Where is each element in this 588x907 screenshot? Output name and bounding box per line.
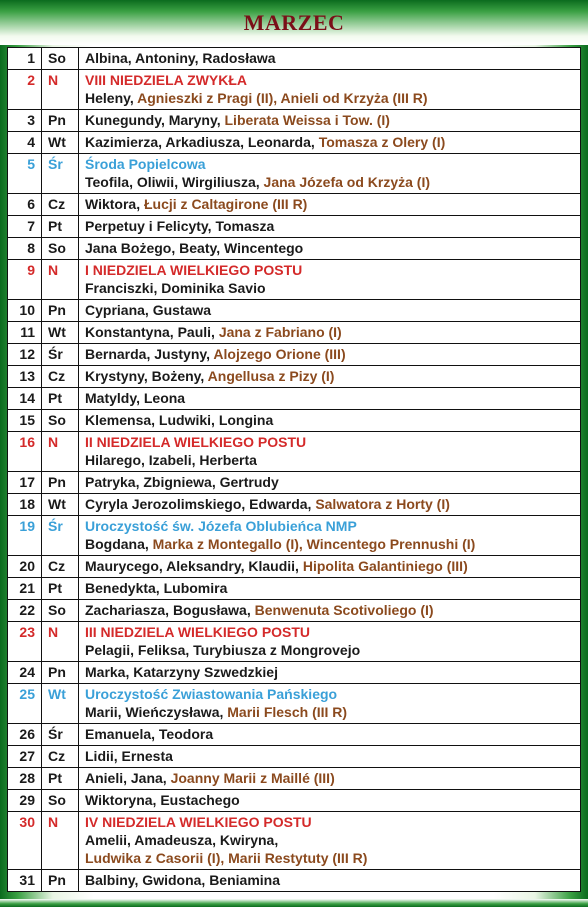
- patron-names: Konstantyna, Pauli,: [85, 324, 219, 340]
- name-days: [79, 768, 581, 790]
- name-days: [79, 472, 581, 494]
- name-days: [79, 300, 581, 322]
- weekday: So: [42, 600, 79, 622]
- weekday: Śr: [42, 724, 79, 746]
- day-row: [8, 870, 581, 892]
- weekday: Wt: [42, 494, 79, 516]
- day-number: 4: [8, 132, 42, 154]
- weekday: N: [42, 622, 79, 662]
- name-days: [79, 110, 581, 132]
- weekday: Śr: [42, 154, 79, 194]
- patron-names: Teofila, Oliwii, Wirgiliusza,: [85, 174, 264, 190]
- day-number: 16: [8, 432, 42, 472]
- patron-names: Hilarego, Izabeli, Herberta: [85, 452, 257, 468]
- weekday: Wt: [42, 322, 79, 344]
- entry-line: [85, 813, 580, 831]
- day-row: [8, 410, 581, 432]
- entry-line: [85, 495, 580, 513]
- day-row: [8, 70, 581, 110]
- name-days: [79, 516, 581, 556]
- saint-name: Angellusa z Pizy (I): [207, 368, 335, 384]
- weekday: Pt: [42, 768, 79, 790]
- day-row: [8, 600, 581, 622]
- day-number: 23: [8, 622, 42, 662]
- name-days: [79, 366, 581, 388]
- entry-line: [85, 217, 580, 235]
- day-number: 24: [8, 662, 42, 684]
- weekday: Pt: [42, 388, 79, 410]
- day-number: 18: [8, 494, 42, 516]
- weekday: N: [42, 70, 79, 110]
- name-days: [79, 662, 581, 684]
- name-days: [79, 238, 581, 260]
- day-number: 22: [8, 600, 42, 622]
- day-number: 13: [8, 366, 42, 388]
- entry-line: [85, 725, 580, 743]
- entry-line: [85, 557, 580, 575]
- saint-name: Marii Flesch (III R): [227, 704, 348, 720]
- day-row: [8, 516, 581, 556]
- day-number: 11: [8, 322, 42, 344]
- name-days: [79, 724, 581, 746]
- patron-names: Bernarda, Justyny,: [85, 346, 214, 362]
- bottom-frame: [0, 899, 588, 907]
- patron-names: Kunegundy, Maryny,: [85, 112, 225, 128]
- saint-name: Salwatora z Horty (I): [315, 496, 450, 512]
- day-row: [8, 724, 581, 746]
- day-row: [8, 622, 581, 662]
- entry-line: [85, 433, 580, 451]
- entry-line: [85, 89, 580, 107]
- entry-line: [85, 345, 580, 363]
- name-days: [79, 684, 581, 724]
- patron-names: Heleny,: [85, 90, 138, 106]
- day-number: 12: [8, 344, 42, 366]
- name-days: [79, 746, 581, 768]
- day-row: [8, 578, 581, 600]
- weekday: Wt: [42, 132, 79, 154]
- day-row: [8, 300, 581, 322]
- patron-names: Albina, Antoniny, Radosława: [85, 50, 276, 66]
- weekday: Pt: [42, 216, 79, 238]
- entry-line: [85, 871, 580, 889]
- entry-line: [85, 279, 580, 297]
- day-row: [8, 238, 581, 260]
- feast-title: III NIEDZIELA WIELKIEGO POSTU: [85, 624, 311, 640]
- day-row: [8, 132, 581, 154]
- feast-title: IV NIEDZIELA WIELKIEGO POSTU: [85, 814, 312, 830]
- day-row: [8, 494, 581, 516]
- entry-line: [85, 473, 580, 491]
- day-row: [8, 366, 581, 388]
- saint-name: Jana Józefa od Krzyża (I): [263, 174, 431, 190]
- name-days: [79, 194, 581, 216]
- entry-line: [85, 769, 580, 787]
- weekday: N: [42, 260, 79, 300]
- day-number: 25: [8, 684, 42, 724]
- saint-name: Hipolita Galantiniego (III): [302, 558, 468, 574]
- name-days: [79, 48, 581, 70]
- day-number: 6: [8, 194, 42, 216]
- name-days: [79, 556, 581, 578]
- weekday: Cz: [42, 366, 79, 388]
- day-number: 30: [8, 812, 42, 870]
- patron-names: Cypriana, Gustawa: [85, 302, 212, 318]
- patron-names: Kazimierza, Arkadiusza, Leonarda,: [85, 134, 319, 150]
- patron-names: Emanuela, Teodora: [85, 726, 214, 742]
- weekday: So: [42, 790, 79, 812]
- entry-line: [85, 747, 580, 765]
- patron-names: Patryka, Zbigniewa, Gertrudy: [85, 474, 279, 490]
- weekday: So: [42, 410, 79, 432]
- day-row: [8, 322, 581, 344]
- name-days: [79, 132, 581, 154]
- weekday: Pn: [42, 662, 79, 684]
- name-days: [79, 870, 581, 892]
- saint-name: Tomasza z Olery (I): [318, 134, 446, 150]
- patron-names: Amelii, Amadeusza, Kwiryna,: [85, 832, 279, 848]
- patron-names: Marka, Katarzyny Szwedzkiej: [85, 664, 278, 680]
- name-days: [79, 154, 581, 194]
- day-row: [8, 48, 581, 70]
- day-number: 5: [8, 154, 42, 194]
- day-row: [8, 684, 581, 724]
- feast-title: Uroczystość Zwiastowania Pańskiego: [85, 686, 338, 702]
- weekday: Cz: [42, 194, 79, 216]
- saint-name: Liberata Weissa i Tow. (I): [224, 112, 390, 128]
- calendar-table: [7, 47, 581, 892]
- name-days: [79, 432, 581, 472]
- entry-line: [85, 663, 580, 681]
- weekday: So: [42, 238, 79, 260]
- patron-names: Anieli, Jana,: [85, 770, 171, 786]
- day-row: [8, 768, 581, 790]
- patron-names: Bogdana,: [85, 536, 153, 552]
- name-days: [79, 578, 581, 600]
- day-number: 1: [8, 48, 42, 70]
- saint-name: Łucji z Caltagirone (III R): [144, 196, 308, 212]
- weekday: Pn: [42, 472, 79, 494]
- name-days: [79, 70, 581, 110]
- entry-line: [85, 535, 580, 553]
- saint-name: Joanny Marii z Maillé (III): [170, 770, 335, 786]
- day-row: [8, 260, 581, 300]
- entry-line: [85, 623, 580, 641]
- day-row: [8, 472, 581, 494]
- patron-names: Franciszki, Dominika Savio: [85, 280, 266, 296]
- saint-name: Marka z Montegallo (I), Wincentego Prennushi (I): [152, 536, 476, 552]
- weekday: Śr: [42, 344, 79, 366]
- day-number: 28: [8, 768, 42, 790]
- day-number: 20: [8, 556, 42, 578]
- day-row: [8, 154, 581, 194]
- day-row: [8, 556, 581, 578]
- name-days: [79, 812, 581, 870]
- name-days: [79, 494, 581, 516]
- entry-line: [85, 517, 580, 535]
- patron-names: Matyldy, Leona: [85, 390, 186, 406]
- weekday: Wt: [42, 684, 79, 724]
- patron-names: Krystyny, Bożeny,: [85, 368, 208, 384]
- patron-names: Wiktoryna, Eustachego: [85, 792, 240, 808]
- name-days: [79, 410, 581, 432]
- saint-name: Benwenuta Scotivoliego (I): [254, 602, 434, 618]
- day-row: [8, 110, 581, 132]
- weekday: Cz: [42, 556, 79, 578]
- day-number: 3: [8, 110, 42, 132]
- patron-names: Klemensa, Ludwiki, Longina: [85, 412, 274, 428]
- saint-name: Agnieszki z Pragi (II), Anieli od Krzyża (III R): [137, 90, 428, 106]
- patron-names: Wiktora,: [85, 196, 144, 212]
- day-number: 9: [8, 260, 42, 300]
- day-number: 26: [8, 724, 42, 746]
- patron-names: Balbiny, Gwidona, Beniamina: [85, 872, 280, 888]
- entry-line: [85, 195, 580, 213]
- feast-title: Środa Popielcowa: [85, 156, 206, 172]
- weekday: Cz: [42, 746, 79, 768]
- patron-names: Lidii, Ernesta: [85, 748, 173, 764]
- entry-line: [85, 173, 580, 191]
- entry-line: [85, 411, 580, 429]
- name-days: [79, 260, 581, 300]
- entry-line: [85, 601, 580, 619]
- saint-name: Jana z Fabriano (I): [218, 324, 342, 340]
- name-days: [79, 216, 581, 238]
- day-row: [8, 812, 581, 870]
- day-row: [8, 344, 581, 366]
- patron-names: Jana Bożego, Beaty, Wincentego: [85, 240, 304, 256]
- entry-line: [85, 301, 580, 319]
- weekday: Pt: [42, 578, 79, 600]
- name-days: [79, 622, 581, 662]
- day-number: 17: [8, 472, 42, 494]
- day-number: 2: [8, 70, 42, 110]
- entry-line: [85, 831, 580, 849]
- entry-line: [85, 849, 580, 867]
- day-row: [8, 662, 581, 684]
- day-row: [8, 388, 581, 410]
- day-number: 14: [8, 388, 42, 410]
- day-number: 27: [8, 746, 42, 768]
- entry-line: [85, 685, 580, 703]
- entry-line: [85, 641, 580, 659]
- patron-names: Cyryla Jerozolimskiego, Edwarda,: [85, 496, 316, 512]
- entry-line: [85, 155, 580, 173]
- weekday: N: [42, 812, 79, 870]
- patron-names: Maurycego, Aleksandry, Klaudii,: [85, 558, 303, 574]
- day-number: 10: [8, 300, 42, 322]
- weekday: Pn: [42, 870, 79, 892]
- patron-names: Pelagii, Feliksa, Turybiusza z Mongrovejo: [85, 642, 361, 658]
- day-number: 21: [8, 578, 42, 600]
- calendar-body: [8, 48, 581, 892]
- name-days: [79, 344, 581, 366]
- weekday: So: [42, 48, 79, 70]
- entry-line: [85, 451, 580, 469]
- page-title: MARZEC: [243, 10, 345, 35]
- entry-line: [85, 133, 580, 151]
- name-days: [79, 790, 581, 812]
- entry-line: [85, 791, 580, 809]
- weekday: Pn: [42, 300, 79, 322]
- day-number: 31: [8, 870, 42, 892]
- day-row: [8, 746, 581, 768]
- entry-line: [85, 579, 580, 597]
- name-days: [79, 322, 581, 344]
- entry-line: [85, 389, 580, 407]
- saint-name: Alojzego Orione (III): [213, 346, 346, 362]
- weekday: Śr: [42, 516, 79, 556]
- feast-title: I NIEDZIELA WIELKIEGO POSTU: [85, 262, 303, 278]
- feast-title: II NIEDZIELA WIELKIEGO POSTU: [85, 434, 307, 450]
- name-days: [79, 600, 581, 622]
- entry-line: [85, 111, 580, 129]
- day-number: 8: [8, 238, 42, 260]
- day-number: 7: [8, 216, 42, 238]
- day-row: [8, 432, 581, 472]
- entry-line: [85, 703, 580, 721]
- day-number: 15: [8, 410, 42, 432]
- day-row: [8, 194, 581, 216]
- day-number: 29: [8, 790, 42, 812]
- feast-title: VIII NIEDZIELA ZWYKŁA: [85, 72, 248, 88]
- patron-names: Marii, Wieńczysława,: [85, 704, 228, 720]
- day-number: 19: [8, 516, 42, 556]
- feast-title: Uroczystość św. Józefa Oblubieńca NMP: [85, 518, 357, 534]
- entry-line: [85, 367, 580, 385]
- patron-names: Zachariasza, Bogusława,: [85, 602, 255, 618]
- day-row: [8, 216, 581, 238]
- saint-name: Ludwika z Casorii (I), Marii Restytuty (III R): [85, 850, 368, 866]
- entry-line: [85, 71, 580, 89]
- entry-line: [85, 49, 580, 67]
- weekday: Pn: [42, 110, 79, 132]
- weekday: N: [42, 432, 79, 472]
- entry-line: [85, 323, 580, 341]
- day-row: [8, 790, 581, 812]
- patron-names: Benedykta, Lubomira: [85, 580, 228, 596]
- patron-names: Perpetuy i Felicyty, Tomasza: [85, 218, 275, 234]
- name-days: [79, 388, 581, 410]
- entry-line: [85, 261, 580, 279]
- entry-line: [85, 239, 580, 257]
